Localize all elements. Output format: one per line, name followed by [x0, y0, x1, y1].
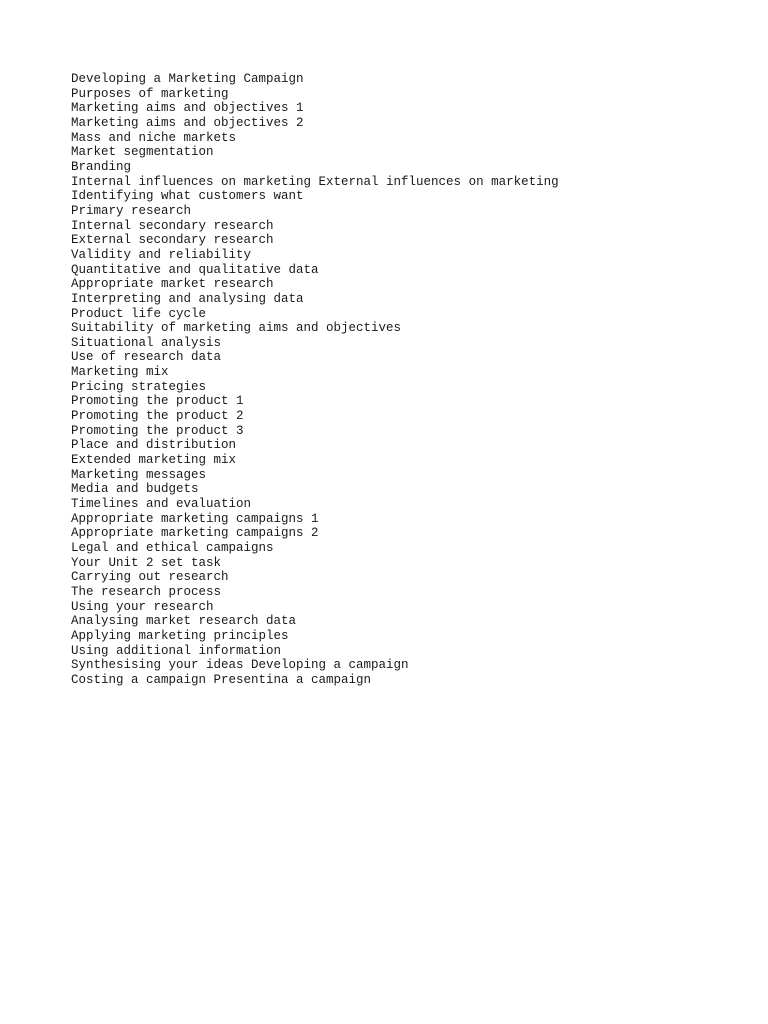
contents-line: Identifying what customers want — [71, 189, 304, 204]
contents-line: Appropriate market research — [71, 277, 274, 292]
contents-line: Mass and niche markets — [71, 130, 237, 145]
contents-line: Analysing market research data — [71, 614, 297, 629]
contents-line: Situational analysis — [71, 335, 222, 350]
contents-line: Applying marketing principles — [71, 628, 289, 643]
contents-line: External secondary research — [71, 233, 274, 248]
contents-line: Interpreting and analysing data — [71, 291, 304, 306]
contents-line: Synthesising your ideas Developing a campaign — [71, 658, 409, 673]
contents-line: Quantitative and qualitative data — [71, 262, 319, 277]
contents-line: Using your research — [71, 599, 214, 614]
contents-line: Suitability of marketing aims and objectives — [71, 321, 402, 336]
contents-line: Internal influences on marketing External influences on marketing — [71, 174, 559, 189]
contents-line: Internal secondary research — [71, 218, 274, 233]
contents-line: Legal and ethical campaigns — [71, 541, 274, 555]
contents-line: Using additional information — [71, 643, 282, 658]
contents-line: Extended marketing mix — [71, 453, 237, 468]
contents-line: Appropriate marketing campaigns 2 — [71, 526, 319, 541]
contents-line: Marketing aims and objectives 1 — [71, 101, 304, 116]
contents-line: Pricing strategies — [71, 379, 207, 394]
contents-line: The research process — [71, 584, 222, 599]
contents-line: Marketing messages — [71, 467, 207, 482]
contents-line: Media and budgets — [71, 482, 199, 497]
contents-line: Use of research data — [71, 350, 222, 365]
contents-line: Place and distribution — [71, 438, 237, 453]
contents-line: Product life cycle — [71, 306, 207, 321]
contents-line: Marketing mix — [71, 365, 169, 380]
contents-line: Purposes of marketing — [71, 86, 229, 101]
contents-line: Your Unit 2 set task — [71, 555, 222, 570]
contents-line: Developing a Marketing Campaign — [71, 72, 304, 86]
contents-line: Primary research — [71, 203, 192, 218]
contents-line: Branding — [71, 159, 132, 174]
contents-list — [71, 72, 559, 688]
contents-line: Marketing aims and objectives 2 — [71, 115, 304, 130]
contents-line: Promoting the product 2 — [71, 409, 244, 424]
contents-line: Promoting the product 3 — [71, 423, 244, 438]
contents-line: Carrying out research — [71, 570, 229, 585]
contents-line: Appropriate marketing campaigns 1 — [71, 511, 319, 526]
contents-line: Promoting the product 1 — [71, 394, 244, 409]
contents-line: Validity and reliability — [71, 247, 252, 262]
contents-line: Costing a campaign Presentina a campaign — [71, 672, 372, 687]
contents-line: Market segmentation — [71, 145, 214, 160]
contents-line: Timelines and evaluation — [71, 497, 252, 512]
